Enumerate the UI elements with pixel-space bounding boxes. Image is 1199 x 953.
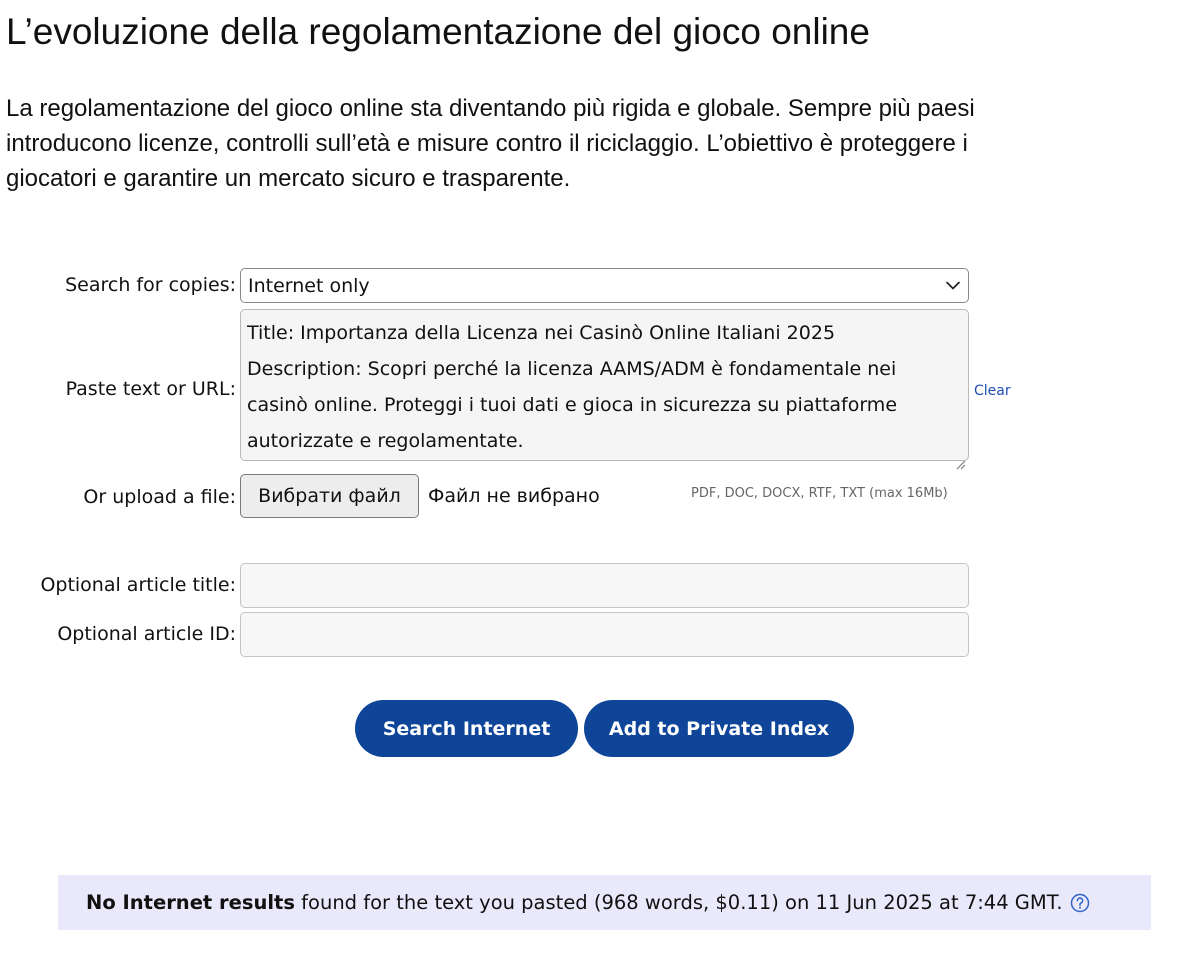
paste-text-area[interactable] [240,309,969,461]
article-id-input[interactable] [240,612,969,657]
article-body [6,91,1198,196]
paste-text-line: Title: Importanza della Licenza nei Casinò Online Italiani 2025 [247,322,836,344]
search-internet-button[interactable]: Search Internet [355,700,578,757]
add-to-private-index-button[interactable]: Add to Private Index [584,700,854,757]
file-types-hint: PDF, DOC, DOCX, RTF, TXT (max 16Mb) [691,486,948,501]
search-scope-value: Internet only [248,274,370,297]
upload-file-label: Or upload a file: [83,486,236,508]
result-banner [58,875,1151,930]
clear-link[interactable]: Clear [974,383,1011,399]
article-body-line: La regolamentazione del gioco online sta diventando più rigida e globale. Sempre più paesi [6,95,975,122]
article-title-label: Optional article title: [40,574,236,596]
article-body-line: giocatori e garantire un mercato sicuro e trasparente. [6,165,571,192]
paste-text-line: casinò online. Proteggi i tuoi dati e gioca in sicurezza su piattaforme [247,394,898,416]
resize-grip-icon[interactable] [954,446,966,458]
result-details: found for the text you pasted (968 words, $0.11) on 11 Jun 2025 at 7:44 GMT. [294,891,1063,914]
chevron-down-icon [938,281,968,290]
paste-text-line: autorizzate e regolamentate. [247,430,524,452]
question-circle-icon[interactable] [1070,893,1090,913]
choose-file-button[interactable]: Вибрати файл [240,474,419,518]
search-scope-select[interactable] [240,268,969,303]
article-body-line: introducono licenze, controlli sull’età e misure contro il riciclaggio. L’obiettivo è proteggere i [6,130,968,157]
file-status-text: Файл не вибрано [428,485,600,507]
article-title: L’evoluzione della regolamentazione del gioco online [6,11,870,52]
article-id-label: Optional article ID: [57,623,236,645]
paste-text-line: Description: Scopri perché la licenza AAMS/ADM è fondamentale nei [247,358,897,380]
paste-text-label: Paste text or URL: [65,378,236,400]
search-for-copies-label: Search for copies: [65,274,236,296]
result-headline: No Internet results [86,891,295,914]
article-title-input[interactable] [240,563,969,608]
